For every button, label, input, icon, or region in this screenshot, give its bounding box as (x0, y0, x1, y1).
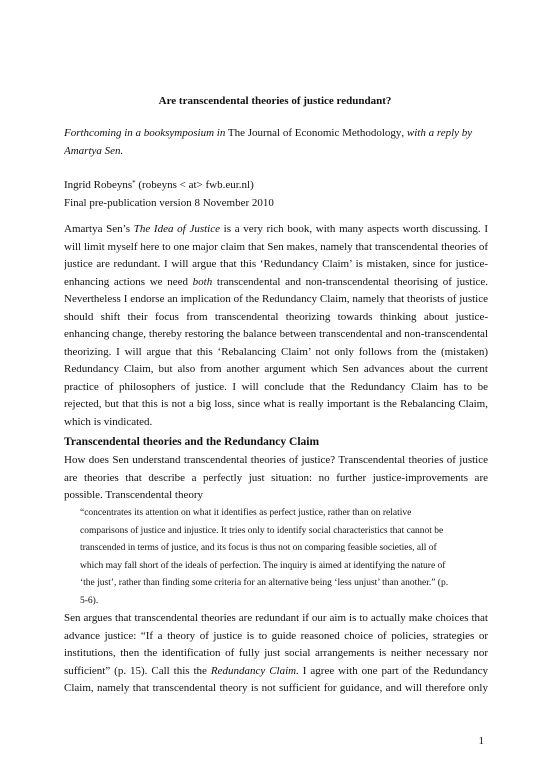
definition-paragraph (64, 452, 488, 505)
text-run: sufficient” (p. 15). Call this the (64, 664, 211, 677)
emphasis: both (192, 275, 213, 288)
paragraph-line (64, 274, 488, 292)
paragraph-line (64, 680, 488, 698)
paragraph-line: possible. Transcendental theory (64, 489, 204, 501)
text-run: Sen argues that transcendental theories are redundant if our aim is to actually make choices that (64, 612, 488, 624)
author-block (64, 177, 488, 212)
text-run: theorizing. I will argue that this ‘Rebalancing Claim’ not only follows from the (mistaken) (64, 345, 488, 358)
paragraph-line (64, 610, 488, 628)
paragraph-line: How does Sen understand transcendental theories of justice? Transcendental theories of justice (64, 454, 488, 466)
paragraph-line (64, 239, 488, 257)
paragraph-line (64, 361, 488, 379)
block-quote (80, 505, 488, 610)
quote-line: comparisons of justice and injustice. It tries only to identify social characteristics that cannot be (80, 525, 444, 536)
quote-line: transcended in terms of justice, and its focus is thus not on comparing feasible societies, all of (80, 543, 437, 553)
book-title: The Idea of Justice (133, 223, 220, 235)
forthcoming-text: Forthcoming in a booksymposium in (64, 127, 226, 139)
author-name: Ingrid Robeyns (64, 179, 133, 191)
author-contact: (robeyns < at> fwb.eur.nl) (135, 179, 254, 191)
paragraph-line (64, 663, 488, 681)
journal-name: The Journal of Economic Methodology (225, 127, 402, 139)
paragraph-line (64, 344, 488, 362)
page-number: 1 (478, 735, 484, 747)
text-run: transcendental and non-transcendental theorising of justice. (212, 275, 488, 288)
paper-title: Are transcendental theories of justice redundant? (158, 95, 392, 107)
text-run: will limit myself here to one major claim that Sen makes, namely that transcendental theories of (64, 240, 488, 253)
text-run: Claim, namely that transcendental theory is not sufficient for guidance, and will therefore only (64, 682, 488, 694)
text-run: rejected, but that this is not a big loss, since what is really important is the Rebalancing Claim, (64, 398, 488, 410)
forthcoming-line-1 (64, 125, 488, 143)
intro-paragraph (64, 221, 488, 431)
paragraph-line (64, 645, 488, 663)
text-run: enhancing actions we need (64, 275, 193, 288)
text-run: which is vindicated. (64, 415, 153, 428)
forthcoming-line-2: Amartya Sen. (64, 144, 124, 157)
text-run: Amartya Sen’s (64, 223, 134, 235)
text-run: enhancing change, thereby restoring the balance between transcendental and non-transcendental (64, 328, 488, 340)
paragraph-line (64, 414, 488, 432)
text-run: institutions, then the identification of fully just social arrangements is neither necessary nor (64, 647, 488, 659)
forthcoming-note (64, 125, 488, 160)
text-run: Redundancy Claim, but also from another argument which Sen advances about the current (64, 363, 488, 375)
author-line (64, 177, 488, 195)
text-run: advance justice: “If a theory of justice is to guide reasoned choice of policies, strategies or (64, 629, 488, 642)
text-run: Nevertheless I endorse an implication of the Redundancy Claim, namely that theorists of justice (64, 293, 488, 305)
section-heading: Transcendental theories and the Redundancy Claim (64, 436, 320, 448)
paragraph-line (64, 396, 488, 414)
quote-line: which may fall short of the ideals of perfection. The inquiry is aimed at identifying the nature of (80, 560, 446, 571)
redundancy-paragraph (64, 610, 488, 698)
quote-line: 5-6). (80, 595, 99, 606)
text-run: should shift their focus from transcendental theorizing towards thinking about justice- (64, 310, 488, 323)
emphasis: Redundancy Claim. (210, 664, 299, 677)
paragraph-line (64, 291, 488, 309)
text-run: practice of philosophers of justice. I will conclude that the Redundancy Claim has to be (64, 380, 488, 393)
paragraph-line (64, 309, 488, 327)
quote-line: ‘the just’, rather than finding some criteria for an alternative being ‘less unjust’ than another.” (p. (80, 578, 449, 588)
text-run: I agree with one part of the Redundancy (298, 664, 488, 677)
author-footnote-mark: * (132, 179, 136, 187)
paragraph-line: are theories that describe a perfectly just situation: no further justice-improvements are (64, 471, 488, 484)
forthcoming-reply-text: , with a reply by (401, 127, 473, 139)
paragraph-line (64, 221, 488, 239)
paragraph-line (64, 326, 488, 344)
text-run: justice are redundant. I will argue that this ‘Redundancy Claim’ is mistaken, since for justice- (64, 258, 488, 270)
paragraph-line (64, 628, 488, 646)
paragraph-line (64, 256, 488, 274)
paragraph-line (64, 379, 488, 397)
text-run: is a very rich book, with many aspects worth discussing. I (219, 223, 488, 235)
version-line: Final pre-publication version 8 November 2010 (64, 196, 274, 209)
quote-line: “concentrates its attention on what it identifies as perfect justice, rather than on relative (80, 508, 412, 518)
